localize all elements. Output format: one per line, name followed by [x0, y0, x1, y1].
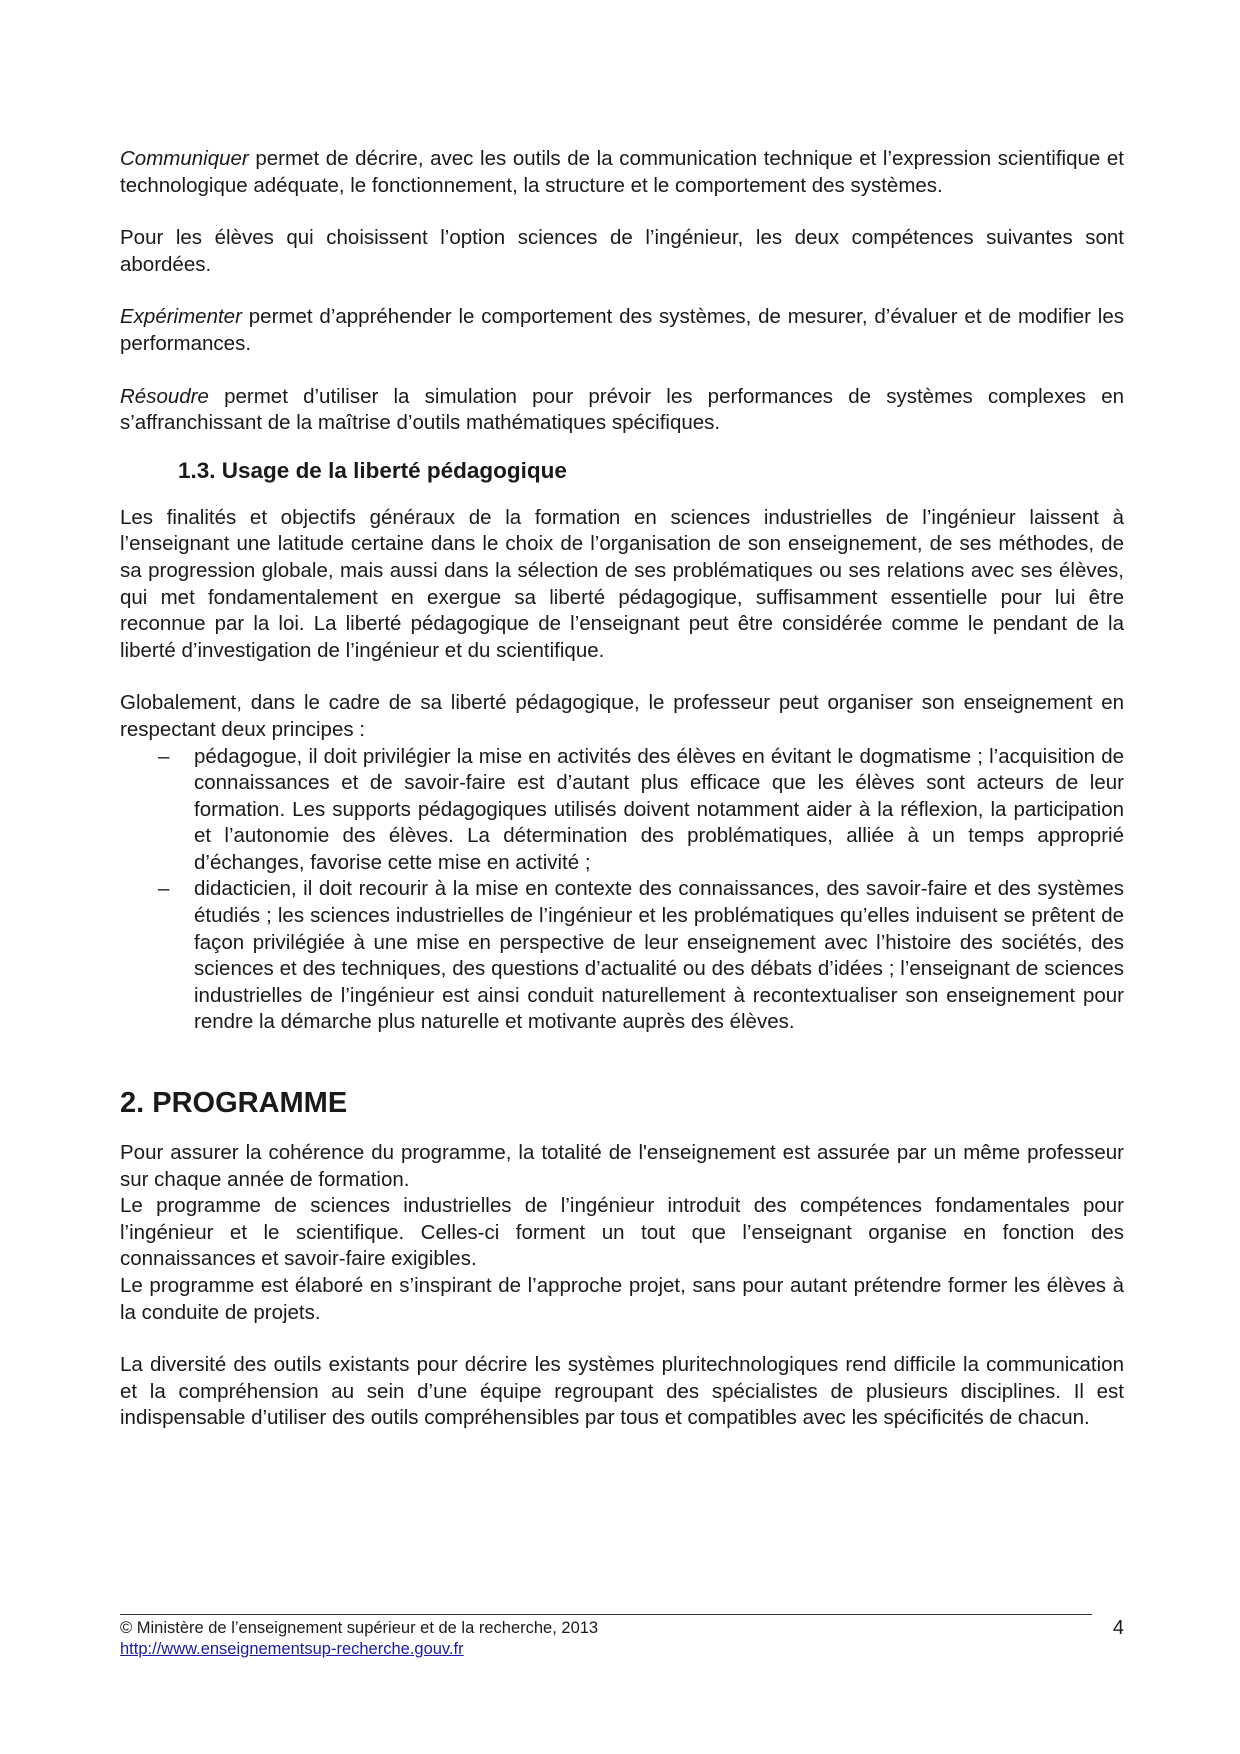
section-2-line-2: Le programme de sciences industrielles de l’ingénieur introduit des compétences fondamentales pour l’ingénieur et le scientifique. Celles-ci forment un tout que l’enseignant organise en fonction des connaissances et savoir-faire exigibles. — [120, 1194, 1124, 1271]
page-number: 4 — [1112, 1617, 1124, 1639]
term-experimenter: Expérimenter — [120, 305, 242, 329]
section-2-line-1: Pour assurer la cohérence du programme, la totalité de l'enseignement est assurée par un même professeur sur chaque année de formation. — [120, 1141, 1124, 1191]
page-footer — [120, 1614, 1124, 1660]
section-1-3-paragraph-1: Les finalités et objectifs généraux de la formation en sciences industrielles de l’ingénieur laissent à l’enseignant une latitude certaine dans le choix de l’organisation de son enseignement, de ses méthodes, de sa progression globale, mais aussi dans la sélection de ses problématiques ou ses relations avec ses élèves, qui met fondamentalement en exergue sa liberté pédagogique, suffisamment essentielle pour lui être reconnue par la loi. La liberté pédagogique de l’enseignant peut être considérée comme le pendant de la liberté d’investigation de l’ingénieur et du scientifique. — [120, 505, 1124, 662]
section-1-3-heading: 1.3. Usage de la liberté pédagogique — [178, 457, 567, 483]
footer-divider — [120, 1614, 1092, 1615]
footer-row — [120, 1618, 1124, 1660]
footer-text — [120, 1618, 598, 1660]
section-2-line-3: Le programme est élaboré en s’inspirant de l’approche projet, sans pour autant prétendre former les élèves à la conduite de projets. — [120, 1274, 1124, 1324]
list-item-text: didacticien, il doit recourir à la mise en contexte des connaissances, des savoir-faire et des systèmes étudiés ; les sciences industrielles de l’ingénieur et les problématiques qu’elles induisent se prêtent de façon privilégiée à une mise en perspective de leur enseignement avec l’histoire des sociétés, des sciences et des techniques, des questions d’actualité ou des débats d’idées ; l’enseignant de sciences industrielles de l’ingénieur est ainsi conduit naturellement à recontextualiser son enseignement pour rendre la démarche plus naturelle et motivante auprès des élèves. — [194, 877, 1124, 1034]
principles-list — [120, 744, 1124, 1037]
term-communiquer: Communiquer — [120, 147, 249, 170]
text-resoudre: permet d’utiliser la simulation pour prévoir les performances de systèmes complexes en s’affranchissant de la maîtrise d’outils mathématiques spécifiques. — [120, 384, 1124, 435]
dash-bullet-icon: – — [158, 744, 170, 768]
footer-copyright: © Ministère de l’enseignement supérieur et de la recherche, 2013 — [120, 1619, 599, 1637]
paragraph-communiquer — [120, 146, 1124, 199]
list-item — [120, 876, 1124, 1036]
section-2-paragraph-2: La diversité des outils existants pour décrire les systèmes pluritechnologiques rend difficile la communication et la compréhension au sein d’une équipe regroupant des spécialistes de plusieurs disciplines. Il est indispensable d’utiliser des outils compréhensibles par tous et compatibles avec les spécificités de chacun. — [120, 1353, 1124, 1430]
section-1-3-paragraph-2: Globalement, dans le cadre de sa liberté pédagogique, le professeur peut organiser son enseignement en respectant deux principes : — [120, 691, 1124, 741]
text-communiquer: permet de décrire, avec les outils de la communication technique et l’expression scientifique et technologique adéquate, le fonctionnement, la structure et le comportement des systèmes. — [120, 147, 1124, 197]
list-item-text: pédagogue, il doit privilégier la mise en activités des élèves en évitant le dogmatisme ; l’acquisition de connaissances et de savoir-faire est d’autant plus efficace que les élèves sont acteurs de leur formation. Les supports pédagogiques utilisés doivent notamment aider à la réflexion, la participation et l’autonomie des élèves. La détermination des problématiques, alliée à un temps approprié d’échanges, favorise cette mise en activité ; — [194, 744, 1124, 874]
list-item — [120, 744, 1124, 877]
term-resoudre: Résoudre — [120, 384, 209, 408]
section-2-heading: 2. PROGRAMME — [120, 1087, 348, 1120]
footer-link[interactable]: http://www.enseignementsup-recherche.gouv.fr — [120, 1640, 464, 1658]
page-content — [120, 146, 1124, 1458]
paragraph-resoudre — [120, 384, 1124, 437]
paragraph-experimenter — [120, 304, 1124, 357]
paragraph-option-intro: Pour les élèves qui choisissent l’option sciences de l’ingénieur, les deux compétences suivantes sont abordées. — [120, 226, 1124, 276]
text-experimenter: permet d’appréhender le comportement des systèmes, de mesurer, d’évaluer et de modifier les performances. — [120, 305, 1124, 355]
dash-bullet-icon: – — [158, 877, 170, 901]
